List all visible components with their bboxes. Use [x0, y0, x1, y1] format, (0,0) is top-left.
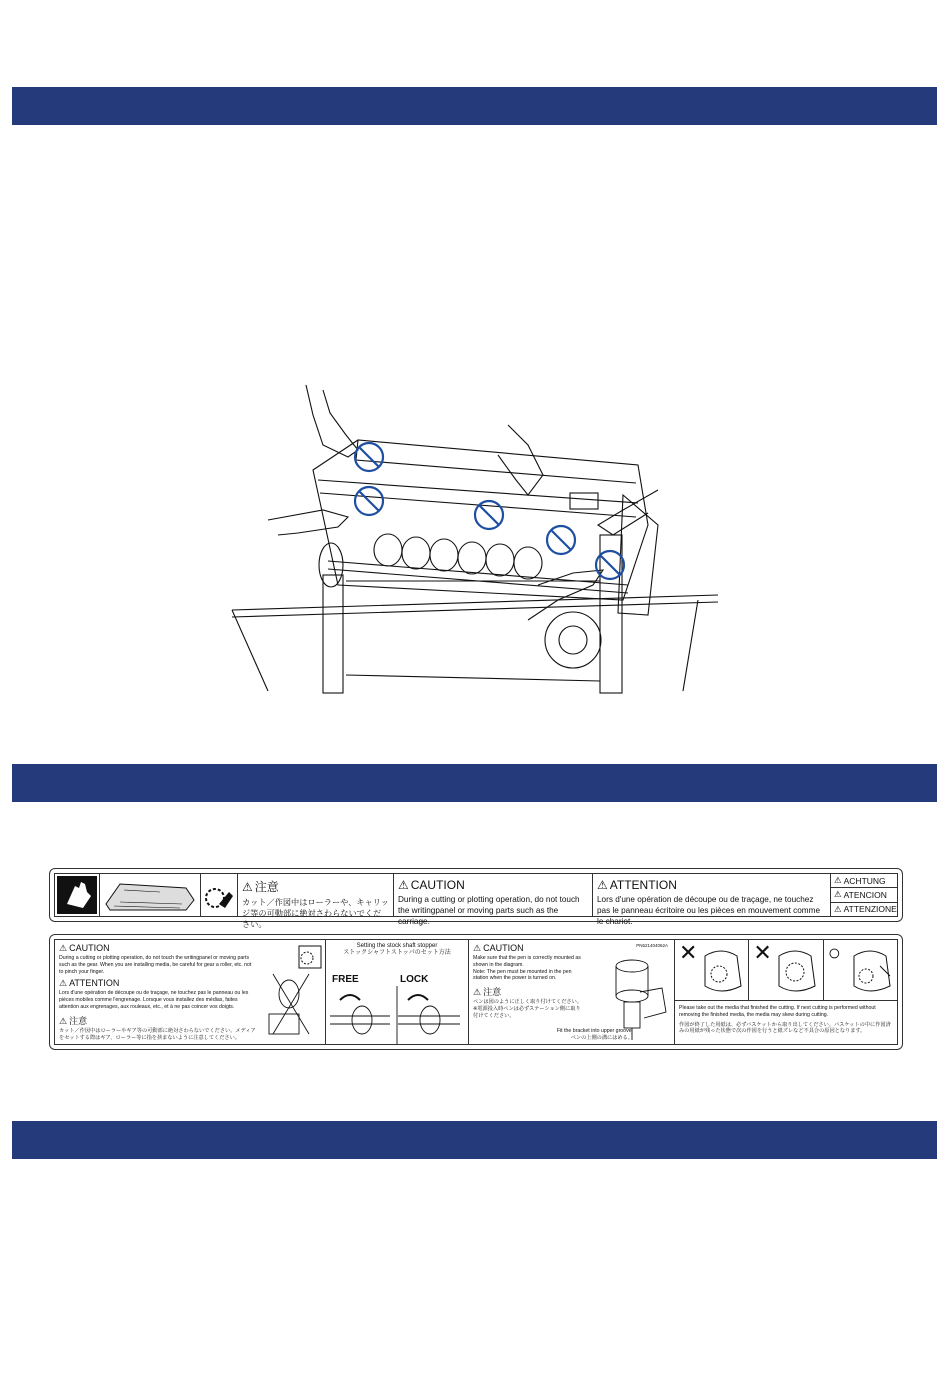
- lang-atencion: ⚠ ATENCION: [831, 888, 897, 902]
- jp-caution-cell: [238, 874, 394, 929]
- stopper-diagram: [330, 986, 464, 1044]
- en-caution-heading: CAUTION: [410, 878, 465, 892]
- lang-achtung: ⚠ ACHTUNG: [831, 874, 897, 888]
- jp-caution-text: カット／作図中はローラーや、キャリッジ等の可動部に絶対さわらないでください。: [242, 898, 389, 929]
- gear-caution-text: During a cutting or plotting operation, do not touch the writingpanel or moving parts such as the gear. When you are installing media, be careful for gear a roller, etc. not to pinch your finger.: [59, 955, 252, 975]
- gear-jp-heading: 注意: [69, 1015, 88, 1026]
- wrong-example-2: [749, 940, 823, 1000]
- stopper-cell: [326, 940, 469, 1044]
- free-label: FREE: [332, 974, 359, 985]
- warning-triangle-icon: ⚠: [834, 889, 842, 900]
- pen-jp-text: ペンは図のように正しく取り付けてください。: [473, 999, 582, 1006]
- language-list-cell: [831, 874, 897, 916]
- gear-caution-heading: CAUTION: [69, 943, 110, 953]
- x-mark-icon: ✕: [753, 940, 772, 965]
- part-number: PN621404062A: [636, 943, 668, 948]
- wrong-example-1: [675, 940, 749, 1000]
- pen-caution-note: Note: The pen must be mounted in the pen station when the power is turned on.: [473, 968, 572, 982]
- warning-triangle-icon: ⚠: [834, 903, 842, 914]
- pen-jp-note: ※電源投入時ペンは必ずステーション側に取り付けてください。: [473, 1005, 581, 1019]
- x-mark-icon: ✕: [679, 940, 698, 965]
- pen-caution-cell: [469, 940, 675, 1044]
- gear-attention-heading: ATTENTION: [69, 978, 120, 989]
- warning-triangle-icon: ⚠: [834, 875, 842, 886]
- lang-attenzione: ⚠ ATTENZIONE: [834, 903, 897, 915]
- warning-triangle-icon: ⚠: [398, 878, 409, 892]
- gear-attention-text: Lors d'une opération de découpe ou de traçage, ne touchez pas le panneau ou les pièces mobiles comme l'engrenage. Lorsque vous installez des médias, faites attention aux engrenages, aux rouleaux, etc., et à ne pas coincer vos doigts.: [59, 990, 249, 1010]
- stopper-title-jp: ストックシャフトストッパのセット方法: [343, 950, 451, 956]
- pen-caution-heading: CAUTION: [483, 943, 524, 953]
- warning-triangle-icon: ⚠: [473, 987, 482, 998]
- warning-triangle-icon: ⚠: [59, 1015, 68, 1026]
- lock-label: LOCK: [400, 974, 429, 985]
- gear-hand-pictogram: [201, 874, 238, 916]
- warning-label-2: [49, 934, 903, 1050]
- warning-triangle-icon: ⚠: [242, 880, 253, 894]
- correct-example: [824, 940, 897, 1000]
- en-caution-cell: [394, 874, 593, 926]
- bracket-instruction: Fit the bracket into upper groove.: [556, 1028, 633, 1034]
- fr-attention-text: Lors d'une opération de découpe ou de traçage, ne touchez pas le panneau écritoire ou les pièces en mouvement comme le chariot.: [597, 895, 821, 926]
- warning-triangle-icon: ⚠: [597, 878, 608, 892]
- stopper-title: Setting the stock shaft stopper: [356, 943, 438, 949]
- warning-triangle-icon: ⚠: [59, 978, 68, 989]
- bracket-instruction-jp: ペンの上側の溝にはめる。: [570, 1034, 633, 1041]
- o-mark-icon: ○: [827, 940, 841, 965]
- pen-holder-diagram: [610, 952, 670, 1042]
- pen-jp-heading: 注意: [483, 987, 502, 998]
- fr-attention-heading: ATTENTION: [609, 878, 677, 892]
- en-caution-text: During a cutting or plotting operation, do not touch the writingpanel or moving parts such as the carriage.: [398, 895, 580, 926]
- media-removal-text-jp: 作図が終了した用紙は、必ずバスケットから取り出してください。バスケットの中に作図済みの用紙が残った状態で次の作図を行うと紙ズレなど不具合の原因となります。: [679, 1021, 891, 1035]
- gear-pinch-diagram: [265, 944, 323, 1042]
- warning-triangle-icon: ⚠: [473, 943, 482, 953]
- section-header-band: [12, 1121, 937, 1159]
- pinch-hand-pictogram: [55, 874, 100, 916]
- plotter-hands-illustration: [228, 385, 722, 695]
- pen-caution-text: Make sure that the pen is correctly mounted as shown in the diagram.: [473, 955, 581, 968]
- section-header-band: [12, 764, 937, 802]
- gear-jp-text: カット／作図中はローラーやギア等の可動部に絶対さわらないでください。メディアをセットする際はギア、ローラー等に指を挟まないように注意してください。: [59, 1027, 256, 1041]
- plotter-pictogram: [100, 874, 201, 916]
- section-header-band: [12, 87, 937, 125]
- media-removal-cell: [675, 940, 897, 1044]
- warning-label-1: [49, 868, 903, 929]
- gear-caution-cell: [55, 940, 326, 1044]
- fr-attention-cell: [593, 874, 831, 926]
- media-removal-text: Please take out the media that finished the cutting. If next cutting is performed without removing the finished media, the media may skew during cutting.: [679, 1005, 876, 1018]
- jp-caution-heading: 注意: [254, 880, 279, 894]
- warning-triangle-icon: ⚠: [59, 943, 68, 953]
